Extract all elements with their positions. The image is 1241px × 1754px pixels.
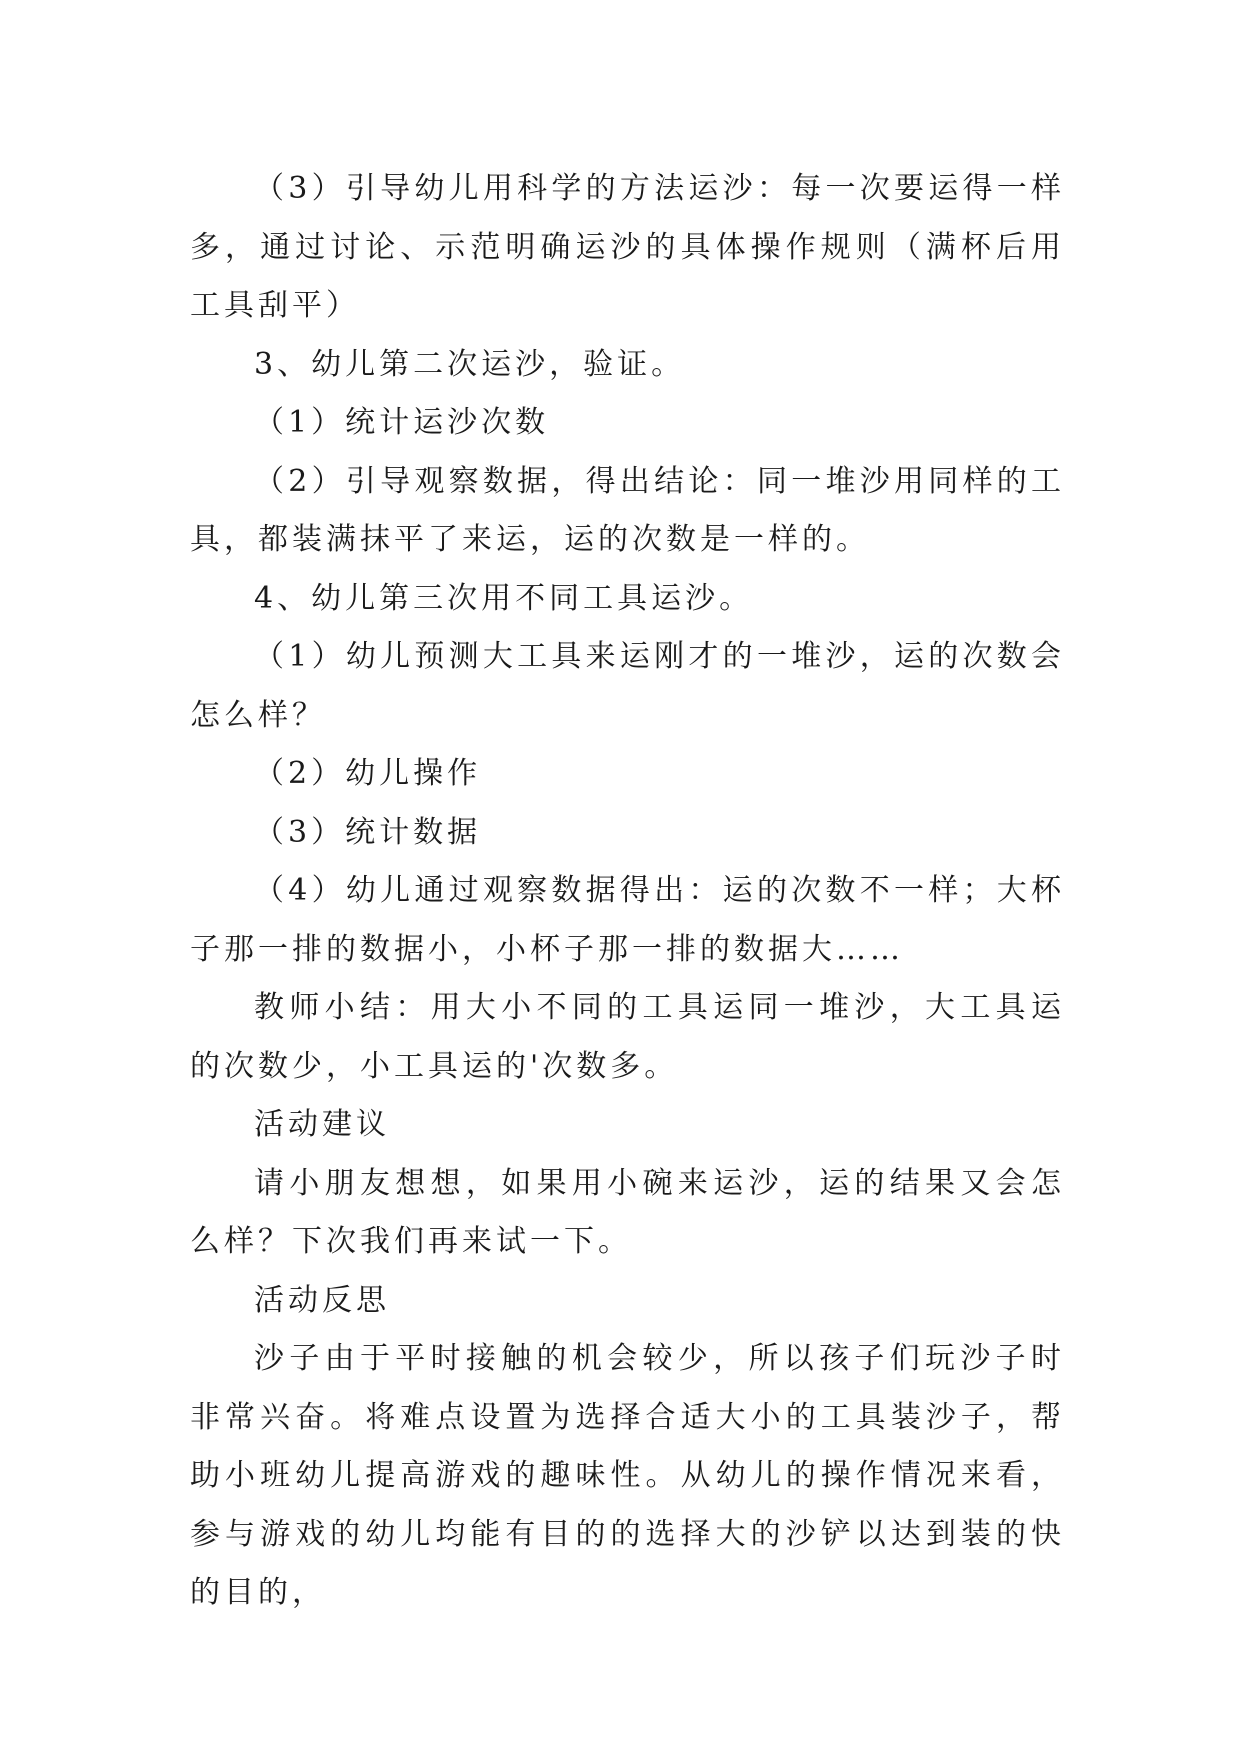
heading-activity-reflection: 活动反思 bbox=[254, 1282, 390, 1318]
paragraph-step-4-4: （4）幼儿通过观察数据得出：运的次数不一样；大杯子那一排的数据小，小杯子那一排的数据大…… bbox=[190, 873, 1065, 967]
paragraph-step-4: 4、幼儿第三次用不同工具运沙。 bbox=[254, 580, 754, 616]
paragraph-step-3-1: （1）统计运沙次数 bbox=[254, 405, 550, 440]
paragraph-teacher-summary: 教师小结：用大小不同的工具运同一堆沙，大工具运的次数少，小工具运的'次数多。 bbox=[190, 990, 1065, 1084]
paragraph-step-4-2: （2）幼儿操作 bbox=[254, 756, 482, 791]
paragraph-step-4-3: （3）统计数据 bbox=[254, 814, 482, 850]
paragraph-activity-suggestion: 请小朋友想想，如果用小碗来运沙，运的结果又会怎么样？下次我们再来试一下。 bbox=[190, 1165, 1065, 1259]
paragraph-step-3: 3、幼儿第二次运沙，验证。 bbox=[254, 346, 686, 382]
paragraph-step-3-3: （3）引导幼儿用科学的方法运沙：每一次要运得一样多，通过讨论、示范明确运沙的具体操作规则（满杯后用工具刮平） bbox=[190, 171, 1065, 323]
paragraph-step-3-2: （2）引导观察数据，得出结论：同一堆沙用同样的工具，都装满抹平了来运，运的次数是一样的。 bbox=[190, 463, 1065, 557]
document-page bbox=[190, 160, 1065, 1623]
paragraph-activity-reflection: 沙子由于平时接触的机会较少，所以孩子们玩沙子时非常兴奋。将难点设置为选择合适大小的工具装沙子，帮助小班幼儿提高游戏的趣味性。从幼儿的操作情况来看，参与游戏的幼儿均能有目的的选择大的沙铲以达到装的快的目的， bbox=[190, 1341, 1065, 1610]
paragraph-step-4-1: （1）幼儿预测大工具来运刚才的一堆沙，运的次数会怎么样？ bbox=[190, 639, 1065, 733]
heading-activity-suggestion: 活动建议 bbox=[254, 1107, 390, 1142]
